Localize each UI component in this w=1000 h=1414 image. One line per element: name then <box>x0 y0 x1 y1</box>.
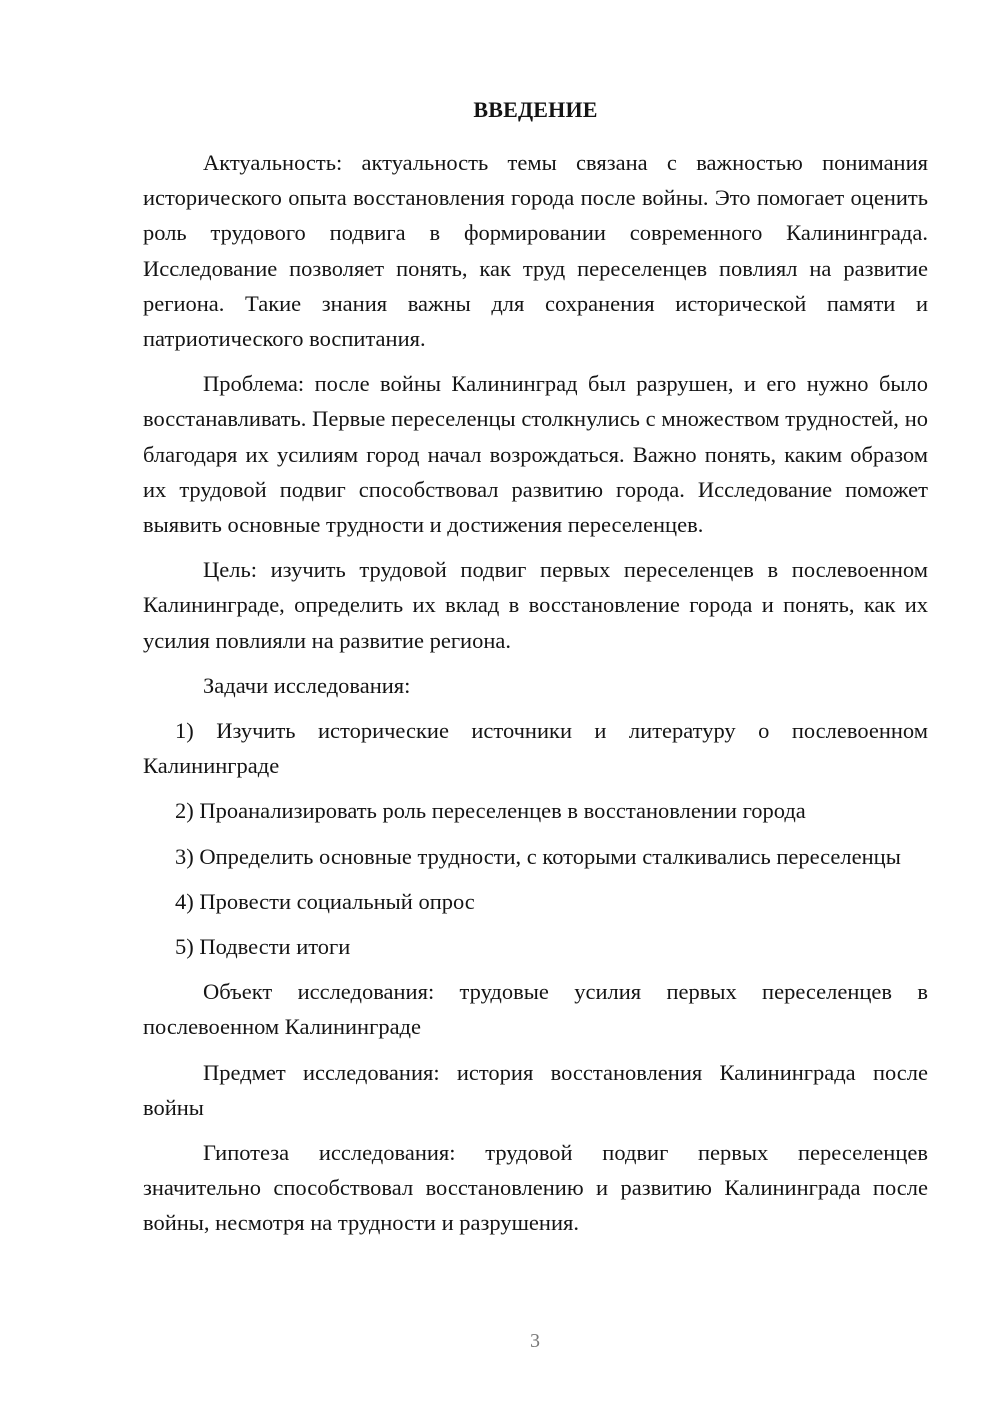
list-item: 4) Провести социальный опрос <box>175 888 475 914</box>
list-item: 2) Проанализировать роль переселенцев в восстановлении города <box>175 798 806 824</box>
goal-paragraph: Цель: изучить трудовой подвиг первых переселенцев в послевоенном Калининграде, определить их вклад в восстановление города и понять, как их усилия повлияли на развитие региона. <box>143 557 928 653</box>
page-number: 3 <box>530 1330 540 1352</box>
tasks-list <box>143 713 928 964</box>
list-item: 1) Изучить исторические источники и литературу о послевоенном Калининграде <box>143 718 928 779</box>
relevance-paragraph: Актуальность: актуальность темы связана с важностью понимания исторического опыта восстановления города после войны. Это помогает оценить роль трудового подвига в формировании современного Калининграда. Исследование позволяет понять, как труд переселенцев повлиял на развитие региона. Такие знания важны для сохранения исторической памяти и патриотического воспитания. <box>143 150 928 352</box>
document-page <box>143 95 928 1251</box>
tasks-heading: Задачи исследования: <box>203 672 411 698</box>
list-item: 3) Определить основные трудности, с которыми сталкивались переселенцы <box>175 843 901 869</box>
problem-paragraph: Проблема: после войны Калининград был разрушен, и его нужно было восстанавливать. Первые переселенцы столкнулись с множеством трудностей, но благодаря их усилиям город начал возрождаться. Важно понять, каким образом их трудовой подвиг способствовал развитию города. Исследование поможет выявить основные трудности и достижения переселенцев. <box>143 371 928 538</box>
list-item: 5) Подвести итоги <box>175 934 351 960</box>
page-title: ВВЕДЕНИЕ <box>473 97 598 122</box>
subject-paragraph: Предмет исследования: история восстановления Калининграда после войны <box>143 1059 928 1120</box>
hypothesis-paragraph: Гипотеза исследования: трудовой подвиг первых переселенцев значительно способствовал восстановлению и развитию Калининграда после войны, несмотря на трудности и разрушения. <box>143 1140 928 1236</box>
object-paragraph: Объект исследования: трудовые усилия первых переселенцев в послевоенном Калининграде <box>143 979 928 1040</box>
